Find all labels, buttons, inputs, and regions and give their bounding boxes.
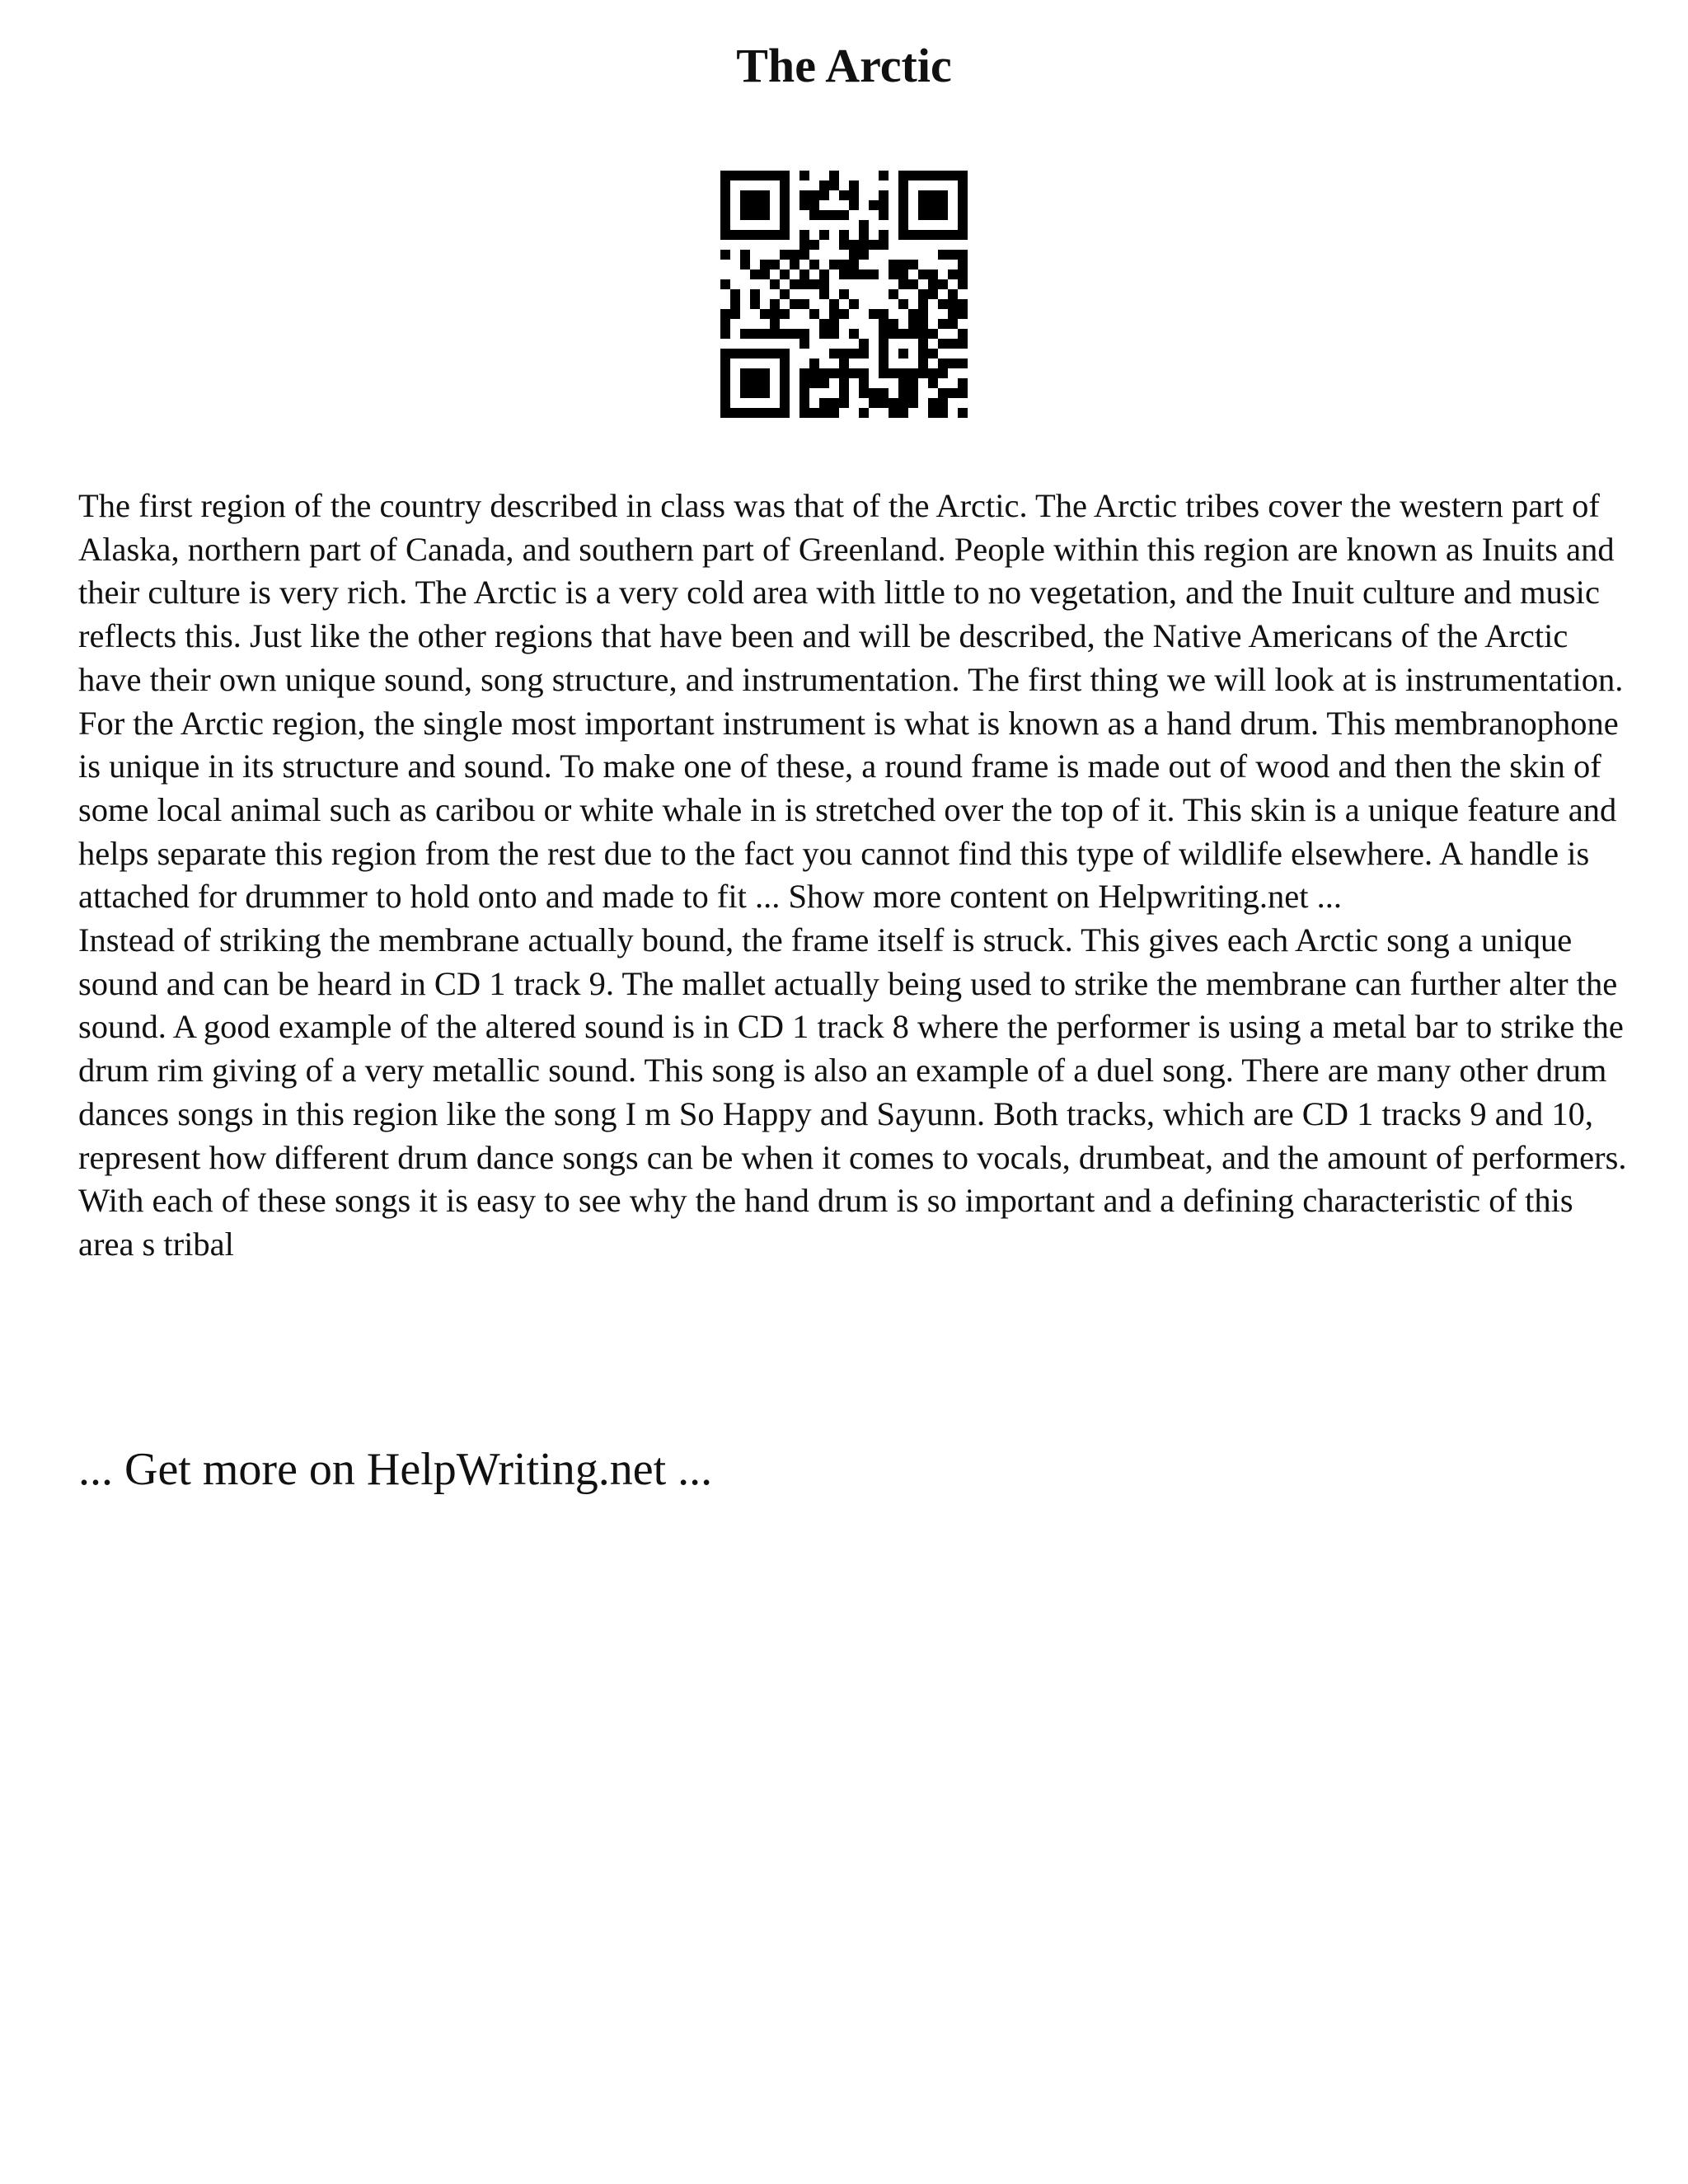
paragraph: Instead of striking the membrane actually bound, the frame itself is struck. This gives each Arctic song a unique sound and can be heard in CD 1 track 9. The mallet actually being used to strike the membrane can further alter the sound. A good example of the altered sound is in CD 1 track 8 where the performer is using a metal bar to strike the drum rim giving of a very metallic sound. This song is also an example of a duel song. There are many other drum dances songs in this region like the song I m So Happy and Sayunn. Both tracks, which are CD 1 tracks 9 and 10, represent how different drum dance songs can be when it comes to vocals, drumbeat, and the amount of performers. With each of these songs it is easy to see why the hand drum is so important and a defining characteristic of this area s tribal [78,921,1627,1263]
page-title: The Arctic [736,39,952,92]
get-more-link[interactable]: ... Get more on HelpWriting.net ... [78,1444,713,1495]
paragraph: The first region of the country described in class was that of the Arctic. The Arctic tribes cover the western part of Alaska, northern part of Canada, and southern part of Greenland. People within this region are known as Inuits and their culture is very rich. The Arctic is a very cold area with little to no vegetation, and the Inuit culture and music reflects this. Just like the other regions that have been and will be described, the Native Americans of the Arctic have their own unique sound, song structure, and instrumentation. The first thing we will look at is instrumentation. For the Arctic region, the single most important instrument is what is known as a hand drum. This membranophone is unique in its structure and sound. To make one of these, a round frame is made out of wood and then the skin of some local animal such as caribou or white whale in is stretched over the top of it. This skin is a unique feature and helps separate this region from the rest due to the fact you cannot find this type of wildlife elsewhere. A handle is attached for drummer to hold onto and made to fit ... Show more content on Helpwriting.net ... [78,487,1624,916]
qr-code-icon[interactable] [720,171,968,418]
article-body [78,485,1628,1267]
